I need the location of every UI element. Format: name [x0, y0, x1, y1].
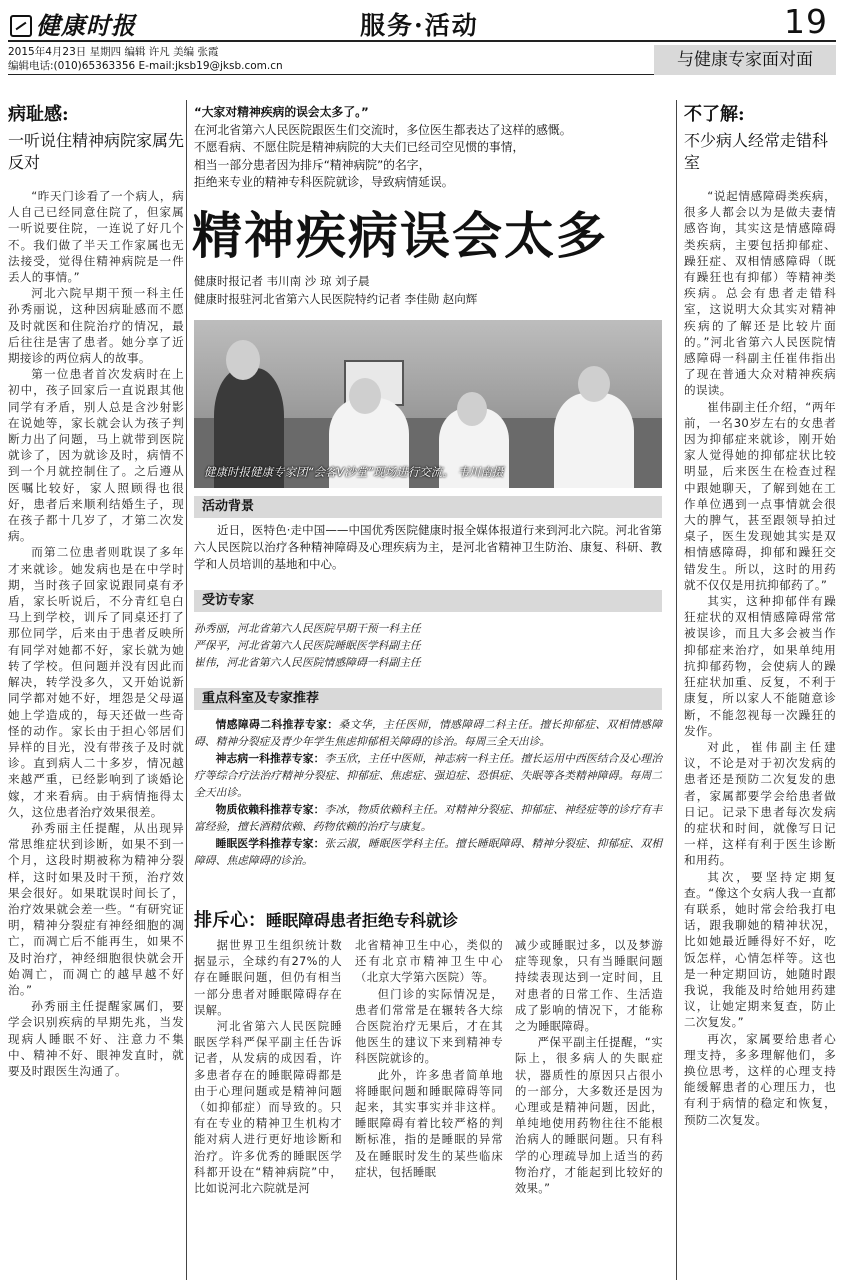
paragraph: 对此，崔伟副主任建议，不论是对于初次发病的患者还是预防二次复发的患者，家属都要学会给患者做日记。记录下患者每次发病的症状和时间，就像写日记一样，这样有利于医生诊断和用药。	[684, 739, 836, 868]
bylines	[194, 272, 664, 308]
recommendation-heading: 重点科室及专家推荐	[194, 688, 662, 710]
intro-line: 在河北省第六人民医院跟医生们交流时，多位医生都表达了这样的感慨。	[194, 122, 572, 137]
paragraph: 第一位患者首次发病时在上初中，孩子回家后一直说跟其他同学有矛盾，别人总是含沙射影在说她等，家长就会认为孩子判断力出了问题，马上就带到医院就诊了，因为就诊及时，病情不到一个月就控制住了。之后遵从医嘱比较好，家人照顾得也很好，患者后来顺利结婚生子，现在孩子都十几岁了，才第二次发病。	[8, 367, 184, 544]
main-headline: 精神疾病误会太多	[192, 206, 608, 265]
logo-icon	[10, 15, 32, 37]
activity-body: 近日，医特色·走中国——中国优秀医院健康时报全媒体报道行来到河北六院。河北省第六人民医院以治疗各种精神障碍及心理疾病为主，是河北省精神卫生防治、康复、科研、教学和人员培训的基地和中心。	[194, 523, 662, 571]
person-head	[226, 340, 260, 380]
right-subhead: 不少病人经常走错科室	[684, 131, 829, 172]
paragraph: “说起情感障碍类疾病，很多人都会以为是做夫妻情感咨询，其实这是情感障碍类疾病，主要包括抑郁症、躁狂症、双相情感障碍（既有躁狂也有抑郁）等精神类疾病。总会有患者走错科室，这说明大众其实对精神疾病的了解还是比较片面的。”河北省第六人民医院情感障碍一科副主任崔伟指出了现在普通大众对精神疾病的误读。	[684, 189, 836, 398]
recommendation-list	[194, 716, 662, 869]
byline: 健康时报驻河北省第六人民医院特约记者 李佳勋 赵向辉	[194, 292, 478, 306]
issue-info: 2015年4月23日 星期四 编辑 许凡 美编 张霞	[8, 46, 219, 58]
recommendation-item: 情感障碍二科推荐专家：桑文华，主任医师，情感障碍二科主任。擅长抑郁症、双相情感障碍、精神分裂症及青少年学生焦虑抑郁相关障碍的诊治。每周三全天出诊。	[194, 718, 663, 748]
intro-line: 拒绝来专业的精神专科医院就诊，导致病情延误。	[194, 175, 454, 189]
paragraph: 北省精神卫生中心，类似的还有北京市精神卫生中心（北京大学第六医院）等。	[355, 939, 503, 985]
left-subhead: 一听说住精神病院家属先反对	[8, 131, 185, 172]
intro-line: 相当一部分患者因为排斥“精神病院”的名字，	[194, 157, 431, 172]
intro-text	[194, 104, 664, 192]
column-divider	[186, 100, 187, 1280]
section-title: 服务·活动	[360, 11, 479, 40]
photo-caption: 健康时报健康专家团“会客V沙堂”现场进行交流。 韦川南摄	[204, 465, 504, 479]
paragraph: 减少或睡眠过多，以及梦游症等现象，只有当睡眠问题持续表现达到一定时间，且对患者的日常工作、生活造成了影响的情况下，才能称之为睡眠障碍。	[515, 939, 663, 1034]
column-divider	[676, 100, 677, 1280]
person-head	[457, 392, 487, 426]
person-head	[578, 366, 610, 402]
paragraph: 但门诊的实际情况是，患者们常常是在辗转各大综合医院治疗无果后，才在其他医生的建议下来到精神专科医院就诊的。	[355, 987, 503, 1066]
left-kicker: 病耻感:	[8, 104, 69, 125]
paragraph: 严保平副主任提醒，“实际上，很多病人的失眠症状，器质性的原因只占很小的一部分，大多数还是因为心理或是精神问题，因此，单纯地使用药物往往不能根治病人的睡眠问题。只有科学的心理疏导加上适当的药物治疗，才能起到比较好的效果。”	[515, 1036, 663, 1196]
paragraph: “昨天门诊看了一个病人，病人自己已经同意住院了，但家属一听说要住院，一连说了好几个不。我们做了半天工作家属也无法接受，觉得住精神病院是一件丢人的事情。”	[8, 189, 184, 285]
intro-line: “大家对精神疾病的误会太多了。”	[194, 105, 369, 119]
reject-heading: 排斥心：睡眠障碍患者拒绝专科就诊	[194, 910, 459, 931]
recommendation-item: 神志病一科推荐专家：李玉欣，主任中医师，神志病一科主任。擅长运用中西医结合及心理治疗等综合疗法治疗精神分裂症、抑郁症、焦虑症、强迫症、恐惧症、失眠等各类精神障碍。每周二全天出诊。	[194, 752, 663, 799]
logo-text: 健康时报	[36, 11, 136, 40]
masthead	[8, 0, 836, 42]
newspaper-logo	[10, 6, 136, 41]
expert-item: 崔伟，河北省第六人民医院情感障碍一科副主任	[194, 656, 421, 669]
expert-item: 严保平，河北省第六人民医院睡眠医学科副主任	[194, 639, 421, 652]
left-article	[8, 100, 184, 1079]
experts-heading: 受访专家	[194, 590, 662, 612]
right-kicker: 不了解:	[684, 104, 745, 125]
paragraph: 河北省第六人民医院睡眠医学科严保平副主任告诉记者，从发病的成因看，许多患者存在的睡眠障碍都是由于心理问题或是精神问题（如抑郁症）而导致的。只有在专业的精神卫生机构才能对病人进行更好地诊断和治疗。许多优秀的睡眠医学科都开设在“精神病院”中，比如说河北六院就是河	[194, 1020, 342, 1196]
news-photo	[194, 320, 662, 488]
byline: 健康时报记者 韦川南 沙 琼 刘子晨	[194, 274, 370, 288]
paragraph: 孙秀丽主任提醒家属们，要学会识别疾病的早期先兆，当发现病人睡眠不好、注意力不集中、精神不好、眼神发直时，就要及时跟医生沟通了。	[8, 999, 184, 1078]
intro-line: 不愿看病、不愿住院是精神病院的大夫们已经司空见惯的事情，	[194, 140, 525, 154]
experts-list	[194, 620, 662, 671]
paragraph: 其次，要坚持定期复查。“像这个女病人我一直都有联系，她时常会给我打电话，跟我聊她的精神状况，比如她最近睡得好不好，吃饭怎样，心情怎样等。这也是一种定期回访，她随时跟我说，我能及时给她用药建议，让她定期来复查，防止二次复发。”	[684, 869, 836, 1030]
reject-col-1	[194, 938, 342, 1197]
paragraph: 此外，许多患者简单地将睡眠问题和睡眠障碍等同起来，其实事实并非这样。睡眠障碍有着比较严格的判断标准，指的是睡眠的异常及在睡眠时发生的某些临床症状，包括睡眠	[355, 1068, 503, 1179]
recommendation-item: 睡眠医学科推荐专家：张云淑，睡眠医学科主任。擅长睡眠障碍、精神分裂症、抑郁症、双相障碍、焦虑障碍的诊治。	[194, 837, 663, 867]
paragraph: 其实，这种抑郁伴有躁狂症状的双相情感障碍常常被误诊，而且大多会被当作抑郁症来治疗，如果单纯用抗抑郁药物，会使病人的躁狂症状加重、反复，不利于康复，所以家人不能随意诊断，不能忽视每一次躁狂的发作。	[684, 594, 836, 738]
recommendation-item: 物质依赖科推荐专家：李冰，物质依赖科主任。对精神分裂症、抑郁症、神经症等的诊疗有丰富经验，擅长酒精依赖、药物依赖的治疗与康复。	[194, 803, 663, 833]
reject-col-2	[355, 938, 503, 1181]
info-bar	[8, 45, 836, 75]
paragraph: 孙秀丽主任提醒，从出现异常思维症状到诊断，如果不到一个月，这段时期被称为精神分裂样，这时如果及时干预，治疗效果会很好。如果耽误时间长了，治疗效果就会差一些。“有研究证明，精神分裂症有神经细胞的凋亡，而凋亡后不能再生，如果不及时治疗，神经细胞很快就会开始凋亡，而凋亡的越早越不好治。”	[8, 820, 184, 997]
doctor-figure	[554, 393, 634, 488]
paragraph: 再次，家属要给患者心理支持，多多理解他们，多换位思考，这样的心理支持能缓解患者的心理压力，也有利于病情的稳定和恢复，预防二次复发。	[684, 1031, 836, 1127]
paragraph: 据世界卫生组织统计数据显示，全球约有27%的人存在睡眠问题，但仍有相当一部分患者对睡眠障碍存在误解。	[194, 939, 342, 1017]
expert-item: 孙秀丽，河北省第六人民医院早期干预一科主任	[194, 622, 421, 635]
person-head	[349, 378, 381, 414]
paragraph: 河北六院早期干预一科主任孙秀丽说，这种因病耻感而不愿及时就医和住院治疗的情况，最后往往是害了患者。她分享了近期接诊的两位病人的故事。	[8, 286, 184, 366]
page-number: 19	[784, 2, 828, 41]
contact-info: 编辑电话:(010)65363356 E-mail:jksb19@jksb.com.cn	[8, 60, 283, 72]
paragraph: 而第二位患者则耽误了多年才来就诊。她发病也是在中学时期，当时孩子回家说跟同桌有矛盾，家长听说后，不分青红皂白马上到学校，训斥了同桌还打了那位同学，后来由于患者反映所有同学对她都不好，家长就为她转了学校。但问题并没有因此而解决，转学没多久，又开始说新同学都对她不好，埋怨是父母逼她上学造成的，每天还做一些奇怪的动作。家长由于担心邻居们异样的目光，没有带孩子及时就诊。直到病人二十多岁，情况越来越严重，已经影响到了谈婚论嫁，才来看病。由于病情拖得太久，这位患者治疗效果很差。	[8, 545, 184, 819]
activity-heading: 活动背景	[194, 496, 662, 518]
column-tagline: 与健康专家面对面	[654, 45, 836, 75]
paragraph: 崔伟副主任介绍，“两年前，一名30岁左右的女患者因为抑郁症来就诊，刚开始家人觉得她的抑郁症状比较明显，后来医生在检查过程中跟她聊天，了解到她在工作单位遇到一点事情就会很大的脾气，甚至跟领导拍过桌子，医生发现她其实是双相情感障碍，抑郁和躁狂交错发生。所以，这时的用药就不仅仅是用抗抑郁药了。”	[684, 399, 836, 592]
reject-col-3	[515, 938, 663, 1197]
right-article	[684, 100, 836, 1128]
